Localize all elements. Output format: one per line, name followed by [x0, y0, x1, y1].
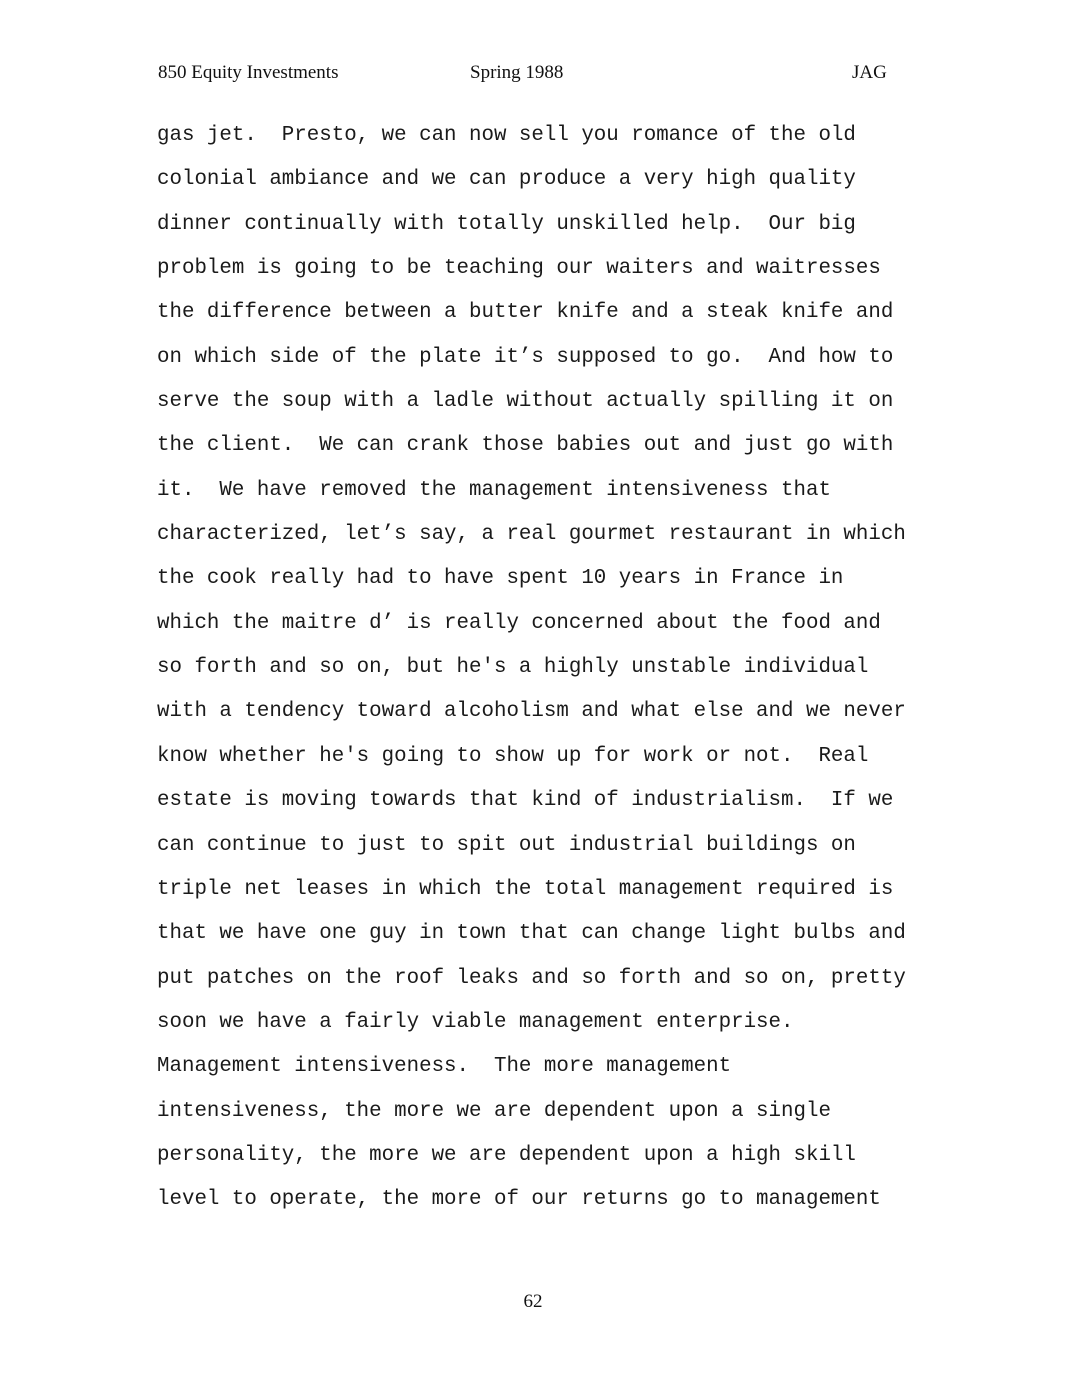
body-line: problem is going to be teaching our waiters and waitresses	[157, 257, 881, 281]
body-text	[157, 114, 937, 1223]
body-line: the cook really had to have spent 10 years in France in	[157, 567, 844, 591]
body-line: intensiveness, the more we are dependent upon a single	[157, 1099, 831, 1123]
header-course: 850 Equity Investments	[158, 62, 339, 83]
body-line: colonial ambiance and we can produce a very high quality	[157, 168, 856, 192]
body-line: can continue to just to spit out industrial buildings on	[157, 833, 856, 857]
body-line: Management intensiveness. The more management	[157, 1055, 732, 1079]
body-line: with a tendency toward alcoholism and what else and we never	[157, 700, 906, 724]
body-line: estate is moving towards that kind of industrialism. If we	[157, 789, 894, 813]
body-line: that we have one guy in town that can change light bulbs and	[157, 922, 906, 946]
body-line: serve the soup with a ladle without actually spilling it on	[157, 390, 894, 414]
page-header	[0, 62, 1066, 90]
body-line: on which side of the plate it’s supposed to go. And how to	[157, 345, 894, 369]
body-line: triple net leases in which the total management required is	[157, 877, 894, 901]
body-line: personality, the more we are dependent upon a high skill	[157, 1143, 856, 1167]
body-line: put patches on the roof leaks and so forth and so on, pretty	[157, 966, 906, 990]
body-line: it. We have removed the management intensiveness that	[157, 478, 831, 502]
body-line: characterized, let’s say, a real gourmet restaurant in which	[157, 523, 906, 547]
page-number: 62	[523, 1291, 543, 1312]
body-line: the difference between a butter knife and a steak knife and	[157, 301, 894, 325]
body-line: know whether he's going to show up for work or not. Real	[157, 744, 869, 768]
body-line: which the maitre d’ is really concerned about the food and	[157, 611, 881, 635]
header-initials: JAG	[852, 62, 887, 83]
body-line: soon we have a fairly viable management enterprise.	[157, 1010, 794, 1034]
body-line: gas jet. Presto, we can now sell you romance of the old	[157, 124, 856, 147]
body-line: the client. We can crank those babies out and just go with	[157, 434, 894, 458]
body-line: dinner continually with totally unskilled help. Our big	[157, 212, 856, 236]
header-term: Spring 1988	[470, 62, 564, 83]
body-line: so forth and so on, but he's a highly unstable individual	[157, 656, 869, 680]
body-line: level to operate, the more of our returns go to management	[157, 1188, 881, 1212]
